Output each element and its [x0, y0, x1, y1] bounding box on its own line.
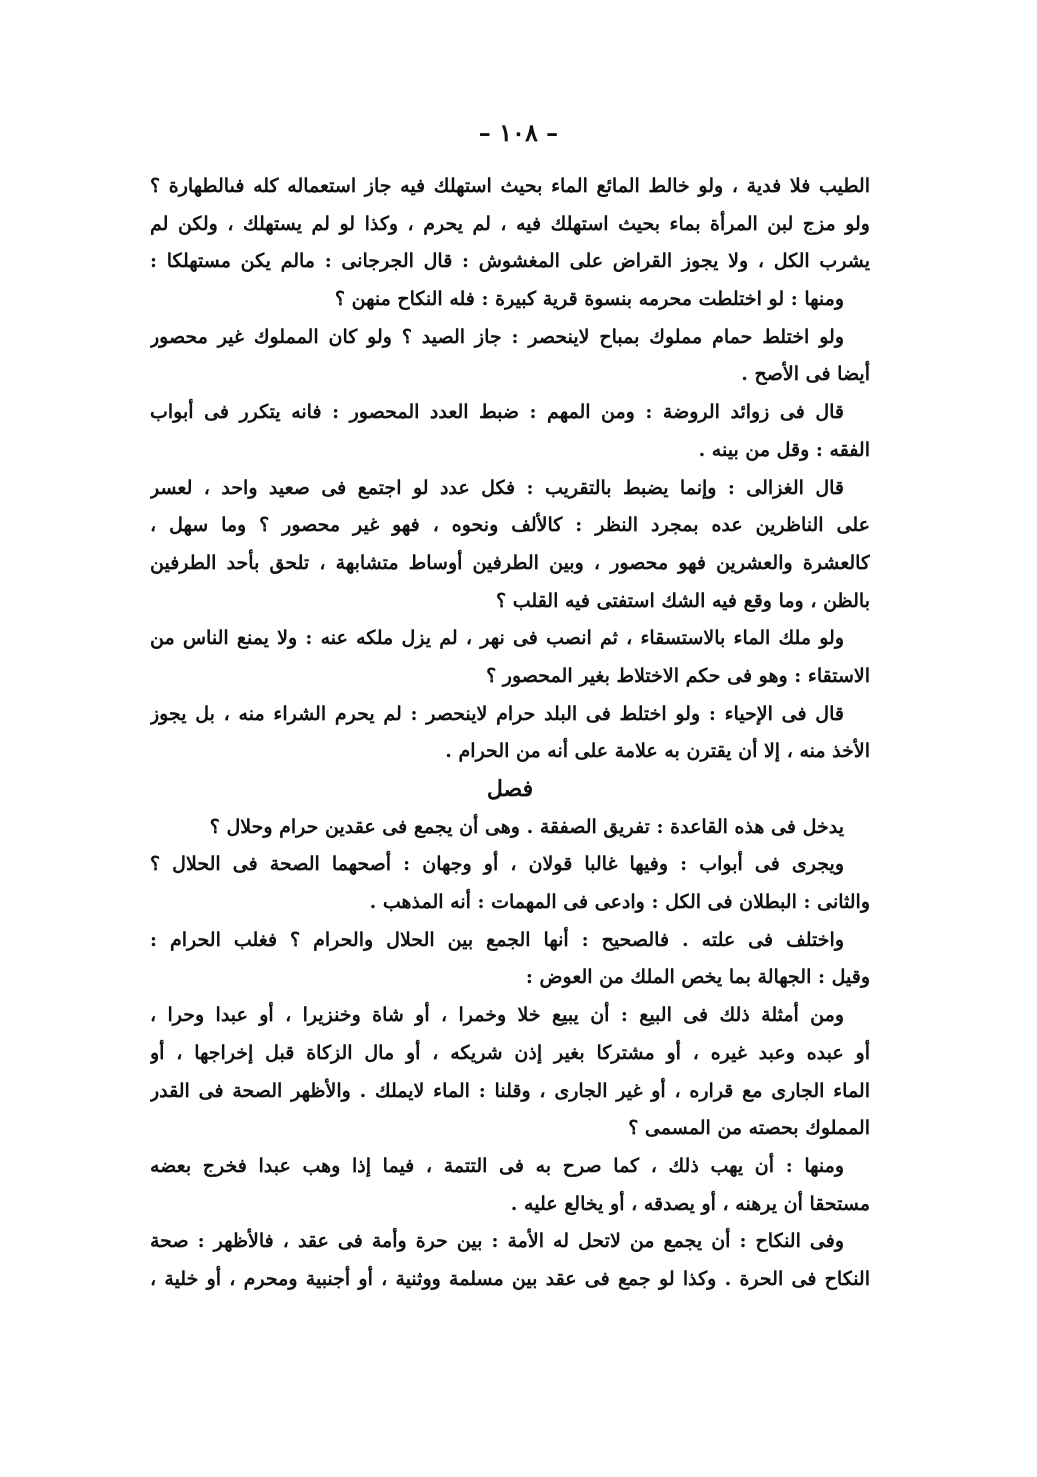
text-line: ولو ملك الماء بالاستسقاء ، ثم انصب فى نهر ، لم يزل ملكه عنه : ولا يمنع الناس من [150, 627, 844, 650]
text-line: أو عبده وعبد غيره ، أو مشتركا بغير إذن شريكه ، أو مال الزكاة قبل إخراجها ، أو [150, 1041, 870, 1064]
text-line: الأخذ منه ، إلا أن يقترن به علامة على أنه من الحرام . [445, 740, 870, 763]
text-line: كالعشرة والعشرين فهو محصور ، وبين الطرفين أوساط متشابهة ، تلحق بأحد الطرفين [150, 551, 870, 574]
page-number: – ١٠٨ – [478, 118, 559, 147]
text-line: ومنها : لو اختلطت محرمه بنسوة قرية كبيرة : فله النكاح منهن ؟ [334, 288, 844, 311]
text-line: مستحقا أن يرهنه ، أو يصدقه ، أو يخالع عليه . [510, 1192, 870, 1215]
text-line: ويجرى فى أبواب : وفيها غالبا قولان ، أو وجهان : أصحهما الصحة فى الحلال ؟ [150, 853, 844, 876]
text-line: قال فى زوائد الروضة : ومن المهم : ضبط العدد المحصور : فانه يتكرر فى أبواب [150, 401, 844, 424]
text-line: ومنها : أن يهب ذلك ، كما صرح به فى التتمة ، فيما إذا وهب عبدا فخرج بعضه [150, 1154, 844, 1177]
text-line: بالظن ، وما وقع فيه الشك استفتى فيه القلب ؟ [496, 589, 870, 612]
text-line: الفقه : وقل من بينه . [698, 438, 870, 461]
text-line: المملوك بحصته من المسمى ؟ [628, 1117, 870, 1140]
text-line: قال فى الإحياء : ولو اختلط فى البلد حرام لاينحصر : لم يحرم الشراء منه ، بل يجوز [150, 702, 844, 725]
text-line: على الناظرين عده بمجرد النظر : كالألف ونحوه ، فهو غير محصور ؟ وما سهل ، [150, 514, 870, 537]
text-line: أيضا فى الأصح . [741, 363, 870, 386]
text-line: يشرب الكل ، ولا يجوز القراض على المغشوش : قال الجرجانى : مالم يكن مستهلكا : [150, 250, 870, 273]
body-text [150, 168, 870, 1299]
text-line: الاستقاء : وهو فى حكم الاختلاط بغير المحصور ؟ [486, 664, 870, 687]
text-line: يدخل فى هذه القاعدة : تفريق الصفقة . وهى أن يجمع فى عقدين حرام وحلال ؟ [209, 815, 844, 838]
text-line: الطيب فلا فدية ، ولو خالط المائع الماء بحيث استهلك فيه جاز استعماله كله فىالطهارة ؟ [150, 175, 870, 197]
text-line: وقيل : الجهالة بما يخص الملك من العوض : [525, 966, 870, 989]
text-line: واختلف فى علته . فالصحيح : أنها الجمع بين الحلال والحرام ؟ فغلب الحرام : [150, 928, 844, 951]
text-line: الماء الجارى مع قراره ، أو غير الجارى ، وقلنا : الماء لايملك . والأظهر الصحة فى القدر [150, 1079, 870, 1102]
section-heading: فصل [486, 776, 534, 802]
text-line: قال الغزالى : وإنما يضبط بالتقريب : فكل عدد لو اجتمع فى صعيد واحد ، لعسر [150, 476, 844, 499]
text-line: وفى النكاح : أن يجمع من لاتحل له الأمة : بين حرة وأمة فى عقد ، فالأظهر : صحة [150, 1230, 844, 1253]
text-line: النكاح فى الحرة . وكذا لو جمع فى عقد بين مسلمة ووثنية ، أو أجنبية ومحرم ، أو خلية ، [150, 1267, 870, 1290]
text-line: ولو مزج لبن المرأة بماء بحيث استهلك فيه ، لم يحرم ، وكذا لو لم يستهلك ، ولكن لم [150, 212, 870, 235]
text-line: والثانى : البطلان فى الكل : وادعى فى المهمات : أنه المذهب . [369, 891, 870, 914]
text-line: ومن أمثلة ذلك فى البيع : أن يبيع خلا وخمرا ، أو شاة وخنزيرا ، أو عبدا وحرا ، [150, 1004, 844, 1027]
text-line: ولو اختلط حمام مملوك بمباح لاينحصر : جاز الصيد ؟ ولو كان المملوك غير محصور [150, 325, 844, 348]
